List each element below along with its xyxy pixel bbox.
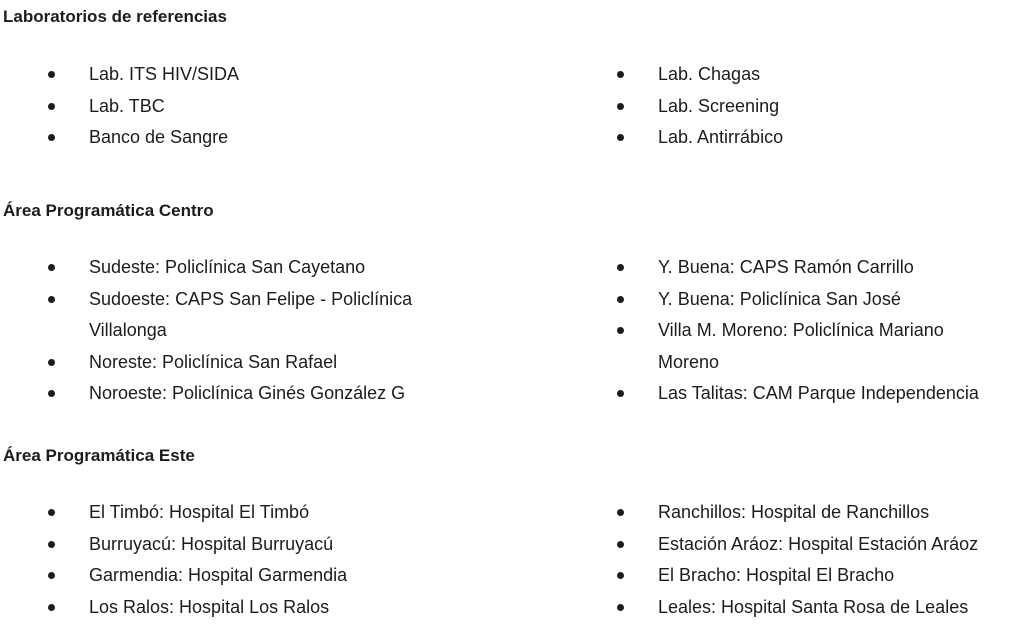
- list-item: [617, 592, 1017, 624]
- list-item: [617, 560, 1017, 592]
- bullet-icon: [617, 296, 624, 303]
- list-item-text: Sudoeste: CAPS San Felipe - Policlínica Villalonga: [89, 288, 413, 340]
- bullet-icon: [48, 71, 55, 78]
- list-item-text: Lab. Antirrábico: [658, 127, 784, 147]
- list-item: [617, 497, 1017, 529]
- list-item: [617, 252, 1017, 284]
- bullet-icon: [48, 604, 55, 611]
- list-item-text: Garmendia: Hospital Garmendia: [89, 565, 348, 585]
- bullet-icon: [617, 71, 624, 78]
- list-item: [617, 315, 978, 378]
- list-item: [617, 378, 1017, 410]
- bullet-icon: [617, 390, 624, 397]
- list-item-text: Y. Buena: Policlínica San José: [658, 288, 901, 309]
- list-item: [617, 59, 1017, 91]
- list-item-text: Noroeste: Policlínica Ginés González G: [89, 383, 406, 403]
- list-item: [48, 378, 488, 410]
- list-item: [48, 529, 488, 561]
- list-item: [48, 91, 488, 123]
- list-item: [48, 560, 488, 592]
- bullet-icon: [617, 541, 624, 548]
- list-item: [48, 59, 488, 91]
- list-item-text: Leales: Hospital Santa Rosa de Leales: [658, 596, 969, 617]
- list-item-text: Banco de Sangre: [89, 127, 229, 147]
- list-item-text: Lab. Chagas: [658, 64, 761, 84]
- bullet-icon: [617, 327, 624, 334]
- centro-list-right: [617, 252, 1017, 410]
- list-item: [48, 497, 488, 529]
- list-item-text: Ranchillos: Hospital de Ranchillos: [658, 502, 930, 522]
- laboratorios-list-left: [48, 59, 488, 154]
- list-item-text: Los Ralos: Hospital Los Ralos: [89, 596, 330, 617]
- list-item-text: Y. Buena: CAPS Ramón Carrillo: [658, 257, 914, 277]
- section-title-centro: Área Programática Centro: [3, 201, 214, 220]
- list-item: [48, 347, 488, 379]
- list-item-text: Lab. TBC: [89, 95, 165, 116]
- bullet-icon: [617, 509, 624, 516]
- bullet-icon: [48, 541, 55, 548]
- list-item-text: Sudeste: Policlínica San Cayetano: [89, 257, 366, 277]
- list-item-text: El Bracho: Hospital El Bracho: [658, 565, 895, 585]
- list-item-text: Estación Aráoz: Hospital Estación Aráoz: [658, 533, 979, 554]
- laboratorios-list-right: [617, 59, 1017, 154]
- list-item-text: Noreste: Policlínica San Rafael: [89, 351, 338, 372]
- bullet-icon: [48, 509, 55, 516]
- list-item-text: El Timbó: Hospital El Timbó: [89, 502, 310, 522]
- bullet-icon: [617, 134, 624, 141]
- bullet-icon: [48, 264, 55, 271]
- bullet-icon: [617, 103, 624, 110]
- list-item: [48, 122, 488, 154]
- bullet-icon: [617, 604, 624, 611]
- bullet-icon: [617, 572, 624, 579]
- list-item: [48, 284, 449, 347]
- bullet-icon: [48, 103, 55, 110]
- list-item: [617, 122, 1017, 154]
- section-title-laboratorios: Laboratorios de referencias: [3, 7, 227, 26]
- bullet-icon: [48, 390, 55, 397]
- bullet-icon: [48, 296, 55, 303]
- list-item: [617, 284, 1017, 316]
- list-item-text: Villa M. Moreno: Policlínica Mariano Moreno: [658, 320, 944, 372]
- este-list-right: [617, 497, 1017, 623]
- bullet-icon: [617, 264, 624, 271]
- list-item-text: Lab. ITS HIV/SIDA: [89, 64, 240, 84]
- list-item: [48, 592, 488, 624]
- centro-list-left: [48, 252, 488, 410]
- list-item-text: Las Talitas: CAM Parque Independencia: [658, 383, 979, 403]
- list-item-text: Burruyacú: Hospital Burruyacú: [89, 533, 334, 554]
- bullet-icon: [48, 134, 55, 141]
- list-item: [617, 91, 1017, 123]
- section-title-este: Área Programática Este: [3, 446, 195, 465]
- bullet-icon: [48, 359, 55, 366]
- list-item: [617, 529, 1017, 561]
- list-item-text: Lab. Screening: [658, 95, 780, 116]
- list-item: [48, 252, 488, 284]
- bullet-icon: [48, 572, 55, 579]
- este-list-left: [48, 497, 488, 623]
